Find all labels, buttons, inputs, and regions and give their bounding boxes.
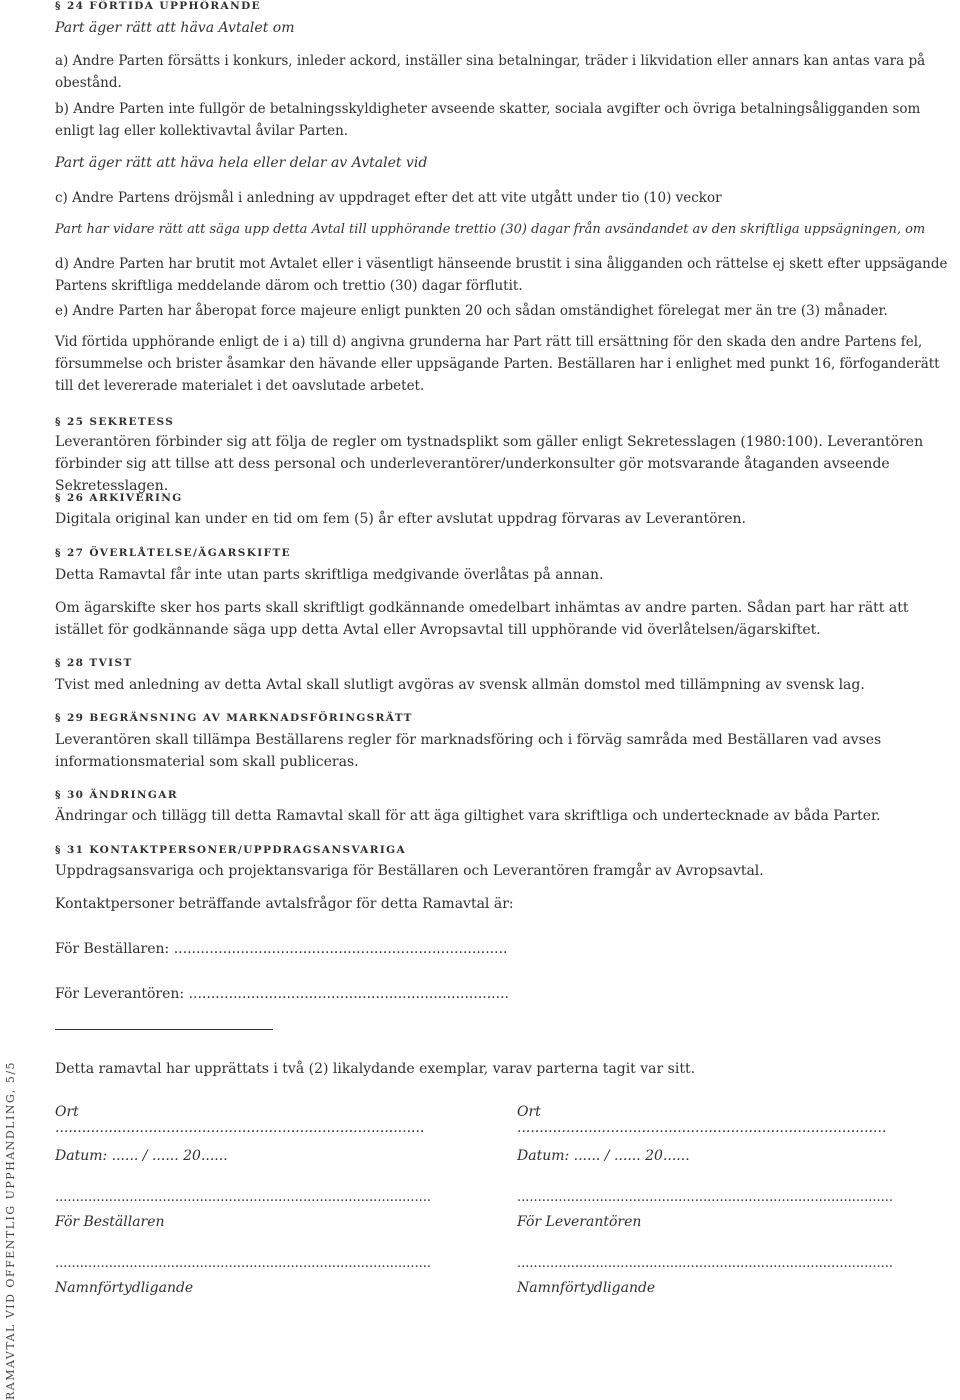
sig-left-name-label: Namnförtydligande <box>55 1280 194 1296</box>
sig-left-name-line: ........................................................................................... <box>55 1256 432 1271</box>
section-27-heading: § 27 ÖVERLÅTELSE/ÄGARSKIFTE <box>55 547 292 559</box>
section-30-heading: § 30 ÄNDRINGAR <box>55 789 178 801</box>
section-31-text-2: Kontaktpersoner beträffande avtalsfrågor för detta Ramavtal är: <box>55 896 514 912</box>
section-24-item-a: a) Andre Parten försätts i konkurs, inleder ackord, inställer sina betalningar, träder i likvidation eller annars kan antas vara på obestånd. <box>55 53 926 91</box>
section-24-item-b: b) Andre Parten inte fullgör de betalningsskyldigheter avseende skatter, sociala avgifter och övriga betalningsåligganden som enligt lag eller kollektivavtal åvilar Parten. <box>55 101 921 139</box>
section-31-heading: § 31 KONTAKTPERSONER/UPPDRAGSANSVARIGA <box>55 844 407 856</box>
section-24-intro-2: Part äger rätt att häva hela eller delar av Avtalet vid <box>55 155 428 171</box>
section-27-text-1: Detta Ramavtal får inte utan parts skriftliga medgivande överlåtas på annan. <box>55 567 604 583</box>
section-30-text: Ändringar och tillägg till detta Ramavtal skall för att äga giltighet vara skriftliga och undertecknade av båda Parter. <box>55 808 881 824</box>
sig-left-ort: Ort ................................................................................... <box>55 1104 425 1136</box>
sig-right-signature-line: ........................................................................................... <box>517 1190 894 1205</box>
section-24-closing: Vid förtida upphörande enligt de i a) till d) angivna grunderna har Part rätt till ersättning för den skada den andre Partens fel, försummelse och brister åsamkar den hävande eller uppsägande Parten. Beställaren har i enlighet med punkt 16, förfoganderätt till det levererade materialet i det oavslutade arbetet. <box>55 334 940 394</box>
contact-leverantor-field: För Leverantören: ........................................................................ <box>55 986 509 1002</box>
sig-right-ort: Ort ................................................................................... <box>517 1104 887 1136</box>
section-27-text-2: Om ägarskifte sker hos parts skall skriftligt godkännande omedelbart inhämtas av andre parten. Sådan part har rätt att istället för godkännande säga upp detta Avtal eller Avropsavtal till upphörande vid överlåtelsen/ägarskiftet. <box>55 600 909 638</box>
separator-line <box>55 1029 273 1030</box>
section-31-text-1: Uppdragsansvariga och projektansvariga för Beställaren och Leverantören framgår av Avropsavtal. <box>55 863 764 879</box>
sig-left-datum: Datum: ...... / ...... 20...... <box>55 1148 228 1164</box>
section-24-intro-3: Part har vidare rätt att säga upp detta Avtal till upphörande trettio (30) dagar från avsändandet av den skriftliga uppsägningen, om <box>55 222 926 237</box>
signature-block-bestallare <box>55 1100 445 1300</box>
sig-left-signature-line: ........................................................................................... <box>55 1190 432 1205</box>
section-25-heading: § 25 SEKRETESS <box>55 416 175 428</box>
closing-statement: Detta ramavtal har upprättats i två (2) likalydande exemplar, varav parterna tagit var sitt. <box>55 1061 696 1077</box>
section-24-item-d: d) Andre Parten har brutit mot Avtalet eller i väsentligt hänseende brustit i sina åligganden och rättelse ej skett efter uppsägande Partens skriftliga meddelande därom och trettio (30) dagar förflutit. <box>55 256 948 294</box>
sig-right-datum: Datum: ...... / ...... 20...... <box>517 1148 690 1164</box>
section-26-heading: § 26 ARKIVERING <box>55 492 183 504</box>
section-24-intro: Part äger rätt att häva Avtalet om <box>55 20 295 36</box>
sig-right-name-line: ........................................................................................... <box>517 1256 894 1271</box>
section-28-text: Tvist med anledning av detta Avtal skall slutligt avgöras av svensk allmän domstol med tillämpning av svensk lag. <box>55 677 865 693</box>
section-29-text: Leverantören skall tillämpa Beställarens regler för marknadsföring och i förväg samråda med Beställaren vad avses informationsmaterial som skall publiceras. <box>55 732 882 770</box>
section-26-text: Digitala original kan under en tid om fem (5) år efter avslutat uppdrag förvaras av Leverantören. <box>55 511 746 527</box>
sig-right-name-label: Namnförtydligande <box>517 1280 656 1296</box>
page-footer-vertical: RAMAVTAL VID OFFENTLIG UPPHANDLING, 5/5 <box>4 1060 17 1400</box>
sig-left-party: För Beställaren <box>55 1214 165 1230</box>
section-25-text: Leverantören förbinder sig att följa de regler om tystnadsplikt som gäller enligt Sekretesslagen (1980:100). Leverantören förbinder sig att tillse att dess personal och underleverantörer/underkonsulter gör motsvarande åtaganden avseende Sekretesslagen. <box>55 434 924 494</box>
signature-block-leverantor <box>517 1100 907 1300</box>
sig-right-party: För Leverantören <box>517 1214 642 1230</box>
section-24-item-e: e) Andre Parten har åberopat force majeure enligt punkten 20 och sådan omständighet förelegat mer än tre (3) månader. <box>55 303 888 319</box>
section-29-heading: § 29 BEGRÄNSNING AV MARKNADSFÖRINGSRÄTT <box>55 712 413 724</box>
section-28-heading: § 28 TVIST <box>55 657 133 669</box>
section-24-heading: § 24 FÖRTIDA UPPHÖRANDE <box>55 0 261 12</box>
contact-bestallare-field: För Beställaren: ........................................................................... <box>55 941 508 957</box>
section-24-item-c: c) Andre Partens dröjsmål i anledning av uppdraget efter det att vite utgått under tio (10) veckor <box>55 190 722 206</box>
